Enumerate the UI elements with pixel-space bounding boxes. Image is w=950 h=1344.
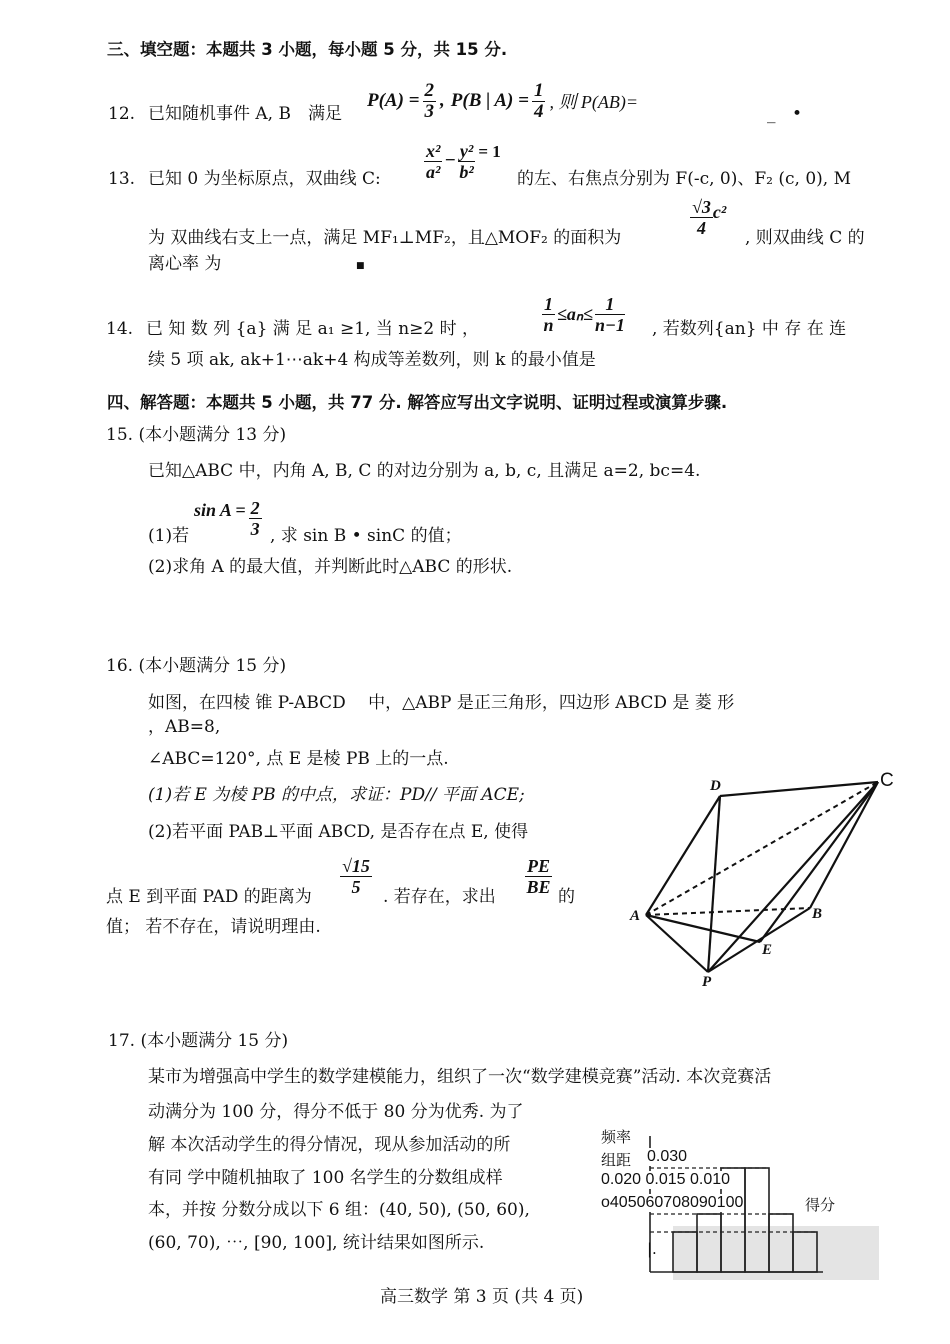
q14-line1b: , 若数列{an} 中 存 在 连 xyxy=(652,319,847,339)
q13-area-den: 4 xyxy=(696,217,706,238)
q13-dot: ■ xyxy=(356,261,365,271)
edge-CP xyxy=(708,782,878,972)
q14-line1a: 已 知 数 列 {a} 满 足 a₁ ≥1, 当 n≥2 时 ， xyxy=(146,319,480,339)
q14-line2: 续 5 项 ak, ak+1⋯ak+4 构成等差数列，则 k 的最小值是 xyxy=(148,350,596,370)
q15-f-den: 3 xyxy=(250,518,260,539)
q15-f-num: 2 xyxy=(250,497,260,518)
q14-f2-den: n−1 xyxy=(594,314,625,335)
q16-line5a: 点 E 到平面 PAD 的距离为 xyxy=(106,887,312,907)
q16-line1: 如图，在四棱 锥 P-ABCD 中，△ABP 是正三角形，四边形 ABCD 是 菱 形 xyxy=(148,693,735,713)
q13-line2b: , 则双曲线 C 的 xyxy=(745,228,865,248)
q13-area-formula xyxy=(690,192,726,242)
q12-pa-fraction xyxy=(423,81,437,122)
q17-line2: 动满分为 100 分，得分不低于 80 分为优秀. 为了 xyxy=(148,1102,524,1122)
q13-c2: c² xyxy=(712,201,727,222)
q13-number: 13. xyxy=(108,169,136,189)
q13-area-num: √3 xyxy=(692,196,711,217)
q12-pba-fraction xyxy=(532,81,546,122)
hist-value-030: 0.030 xyxy=(647,1148,688,1165)
q12-pa-num: 2 xyxy=(424,79,435,101)
section3-heading: 三、填空题：本题共 3 小题，每小题 5 分，共 15 分. xyxy=(107,40,508,59)
q14-mid: ≤aₙ≤ xyxy=(557,303,593,324)
label-P: P xyxy=(702,974,712,990)
edge-AP xyxy=(646,915,708,972)
q12-tail: , 则 P(AB)= xyxy=(549,92,639,112)
q14-f1-den: n xyxy=(543,314,554,335)
q15-sinA: sin A = xyxy=(194,499,246,520)
q17-line3: 解 本次活动学生的得分情况，现从参加活动的所 xyxy=(148,1135,511,1155)
hist-dot: |. xyxy=(647,1240,657,1258)
hist-xlabel: 得分 xyxy=(805,1196,836,1214)
q13-y-fraction xyxy=(458,141,475,182)
q16-line6: 值； 若不存在，请说明理由. xyxy=(106,917,321,937)
q12-pba-num: 1 xyxy=(533,79,544,101)
q17-line4: 有同 学中随机抽取了 100 名学生的分数组成样 xyxy=(148,1168,503,1188)
edge-DP xyxy=(708,796,720,972)
edge-AE xyxy=(646,915,760,942)
section4-heading: 四、解答题：本题共 5 小题，共 77 分. 解答应写出文字说明、证明过程或演算步骤. xyxy=(107,393,728,412)
q15-line1: 已知△ABC 中，内角 A, B, C 的对边分别为 a, b, c, 且满足 a=2, bc=4. xyxy=(148,461,701,481)
q13-x-fraction xyxy=(424,141,442,182)
q14-f2-num: 1 xyxy=(595,294,625,315)
q16-title: 16. (本小题满分 15 分) xyxy=(106,656,287,676)
q12-formula xyxy=(367,76,638,126)
label-C: C xyxy=(880,770,894,791)
q16-ratio-frac xyxy=(525,856,552,897)
q13-text-a: 已知 0 为坐标原点，双曲线 C: xyxy=(148,169,381,189)
label-E: E xyxy=(762,942,773,958)
q13-x2: x² xyxy=(426,140,441,161)
q13-text-b: 的左、右焦点分别为 F(-c, 0)、F₂ (c, 0), M xyxy=(517,169,851,189)
q14-fraction-2 xyxy=(595,294,625,335)
q12-text: 已知随机事件 A, B 满足 xyxy=(148,104,342,124)
q15-p2: (2)求角 A 的最大值，并判断此时△ABC 的形状. xyxy=(148,557,513,577)
q14-fraction-1 xyxy=(542,294,555,335)
q16-ratio-num: PE xyxy=(527,855,551,876)
q15-fraction xyxy=(249,498,262,539)
q15-p1b: , 求 sin B • sinC 的值； xyxy=(270,526,462,546)
q16-ratio-fraction xyxy=(525,850,552,902)
hist-ticks-row: o405060708090100 xyxy=(601,1194,744,1211)
q12-sep: , xyxy=(440,90,445,111)
q17-line1: 某市为增强高中学生的数学建模能力，组织了一次“数学建模竞赛”活动. 本次竞赛活 xyxy=(148,1067,772,1087)
q12-pba: P(B | A) = xyxy=(450,90,529,111)
q17-line6: (60, 70), ⋯, [90, 100], 统计结果如图所示. xyxy=(148,1233,485,1253)
hist-values-row: 0.020 0.015 0.010 xyxy=(601,1171,731,1188)
q16-line4: (2)若平面 PAB⊥平面 ABCD, 是否存在点 E, 使得 xyxy=(148,822,529,842)
label-A: A xyxy=(630,908,641,924)
q13-b2: b² xyxy=(459,161,474,182)
q15-title: 15. (本小题满分 13 分) xyxy=(106,425,287,445)
edge-AB-dashed xyxy=(646,908,810,915)
q13-line3: 离心率 为 xyxy=(148,254,222,274)
pyramid-figure xyxy=(610,760,910,1000)
q14-f1-num: 1 xyxy=(544,293,553,314)
q16-distance-fraction xyxy=(340,850,372,902)
q14-number: 14. xyxy=(106,319,134,339)
edge-DA xyxy=(646,796,720,915)
edge-PB xyxy=(708,908,810,972)
q16-line5b: . 若存在，求出 xyxy=(383,887,496,907)
q13-y2: y² xyxy=(459,140,474,161)
page-footer: 高三数学 第 3 页 (共 4 页) xyxy=(380,1287,584,1307)
hist-ylabel-bottom: 组距 xyxy=(601,1151,632,1169)
q16-dist-den: 5 xyxy=(351,876,361,897)
q12-pba-den: 4 xyxy=(533,100,544,122)
q17-title: 17. (本小题满分 15 分) xyxy=(108,1031,289,1051)
q13-eq1: = 1 xyxy=(478,142,501,161)
q12-pa: P(A) = xyxy=(367,90,420,111)
label-B: B xyxy=(812,906,823,922)
q16-line1b: ，AB=8, xyxy=(148,717,221,737)
q16-line2: ∠ABC=120°, 点 E 是棱 PB 上的一点. xyxy=(148,749,449,769)
q16-dist-frac xyxy=(340,856,372,897)
q16-line5c: 的 xyxy=(558,887,575,907)
histogram-figure xyxy=(595,1122,885,1282)
q16-ratio-den: BE xyxy=(526,876,551,897)
q13-hyperbola-equation xyxy=(424,136,501,186)
q12-blank: _ xyxy=(767,104,776,124)
edge-DC xyxy=(720,782,878,796)
q12-pa-den: 3 xyxy=(424,100,435,122)
hist-ylabel-top: 频率 xyxy=(601,1128,632,1146)
q16-dist-num: √15 xyxy=(342,855,370,876)
q16-line3: (1)若 E 为棱 PB 的中点，求证：PD// 平面 ACE; xyxy=(148,785,525,805)
q12-number: 12. xyxy=(108,104,136,124)
q12-dot: • xyxy=(792,104,803,124)
q13-a2: a² xyxy=(426,161,441,182)
q13-area-fraction xyxy=(690,197,713,238)
q13-minus: − xyxy=(444,150,456,171)
q15-sinA-formula xyxy=(194,492,262,544)
q13-line2a: 为 双曲线右支上一点，满足 MF₁⊥MF₂，且△MOF₂ 的面积为 xyxy=(148,228,622,248)
q14-inequality xyxy=(542,288,625,340)
q15-p1a: (1)若 xyxy=(148,526,190,546)
q17-line5: 本，并按 分数分成以下 6 组：(40, 50), (50, 60), xyxy=(148,1200,530,1220)
label-D: D xyxy=(710,778,721,794)
